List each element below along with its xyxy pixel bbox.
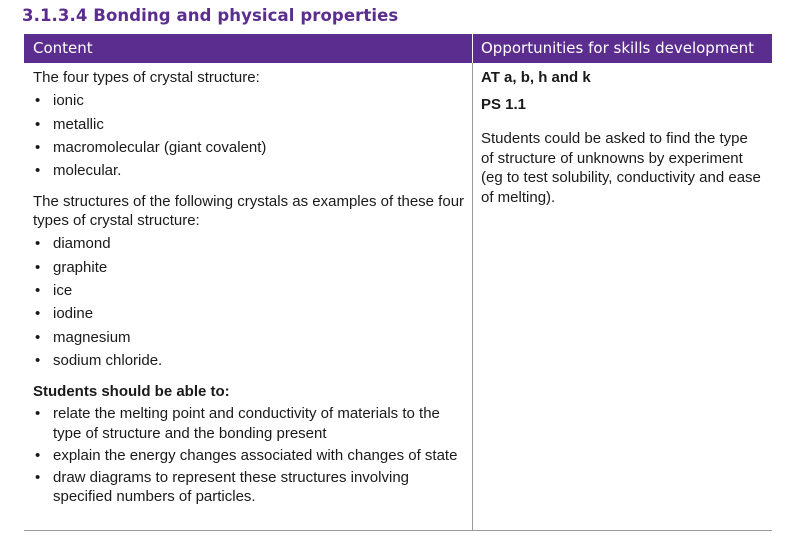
table-header — [24, 34, 772, 63]
list-item: • explain the energy changes associated with changes of state — [33, 446, 472, 466]
list-item: • molecular. — [33, 161, 472, 181]
crystal-types-list — [33, 91, 472, 180]
list-item: • iodine — [33, 304, 472, 324]
list-item: • ionic — [33, 91, 472, 111]
crystal-types-intro: The four types of crystal structure: — [33, 69, 260, 86]
section-title: 3.1.3.4 Bonding and physical properties — [22, 6, 399, 25]
opportunity-description: Students could be asked to find the type of structure of unknowns by experiment (eg to test solubility, conductivity and ease of melting). — [481, 130, 761, 206]
practical-skills: PS 1.1 — [481, 95, 527, 113]
examples-intro: The structures of the following crystals as examples of these four types of crystal structure: — [33, 192, 465, 230]
list-item: • draw diagrams to represent these structures involving specified numbers of particles. — [33, 468, 472, 507]
students-heading: Students should be able to: — [33, 383, 230, 401]
list-item: • ice — [33, 281, 472, 301]
header-content: Content — [24, 34, 473, 63]
apparatus-techniques: AT a, b, h and k — [481, 69, 591, 86]
list-item: • graphite — [33, 258, 472, 278]
objectives-list — [33, 404, 472, 507]
content-column — [24, 63, 473, 530]
list-item: • sodium chloride. — [33, 351, 472, 371]
list-item: • magnesium — [33, 328, 472, 348]
list-item: • metallic — [33, 115, 472, 135]
examples-list — [33, 234, 472, 370]
specification-table — [24, 34, 772, 531]
table-body — [24, 63, 772, 530]
list-item: • macromolecular (giant covalent) — [33, 138, 472, 158]
list-item: • diamond — [33, 234, 472, 254]
opportunities-column — [473, 63, 772, 530]
list-item: • relate the melting point and conductivity of materials to the type of structure and the bonding present — [33, 404, 472, 443]
header-opportunities: Opportunities for skills development — [481, 39, 755, 57]
